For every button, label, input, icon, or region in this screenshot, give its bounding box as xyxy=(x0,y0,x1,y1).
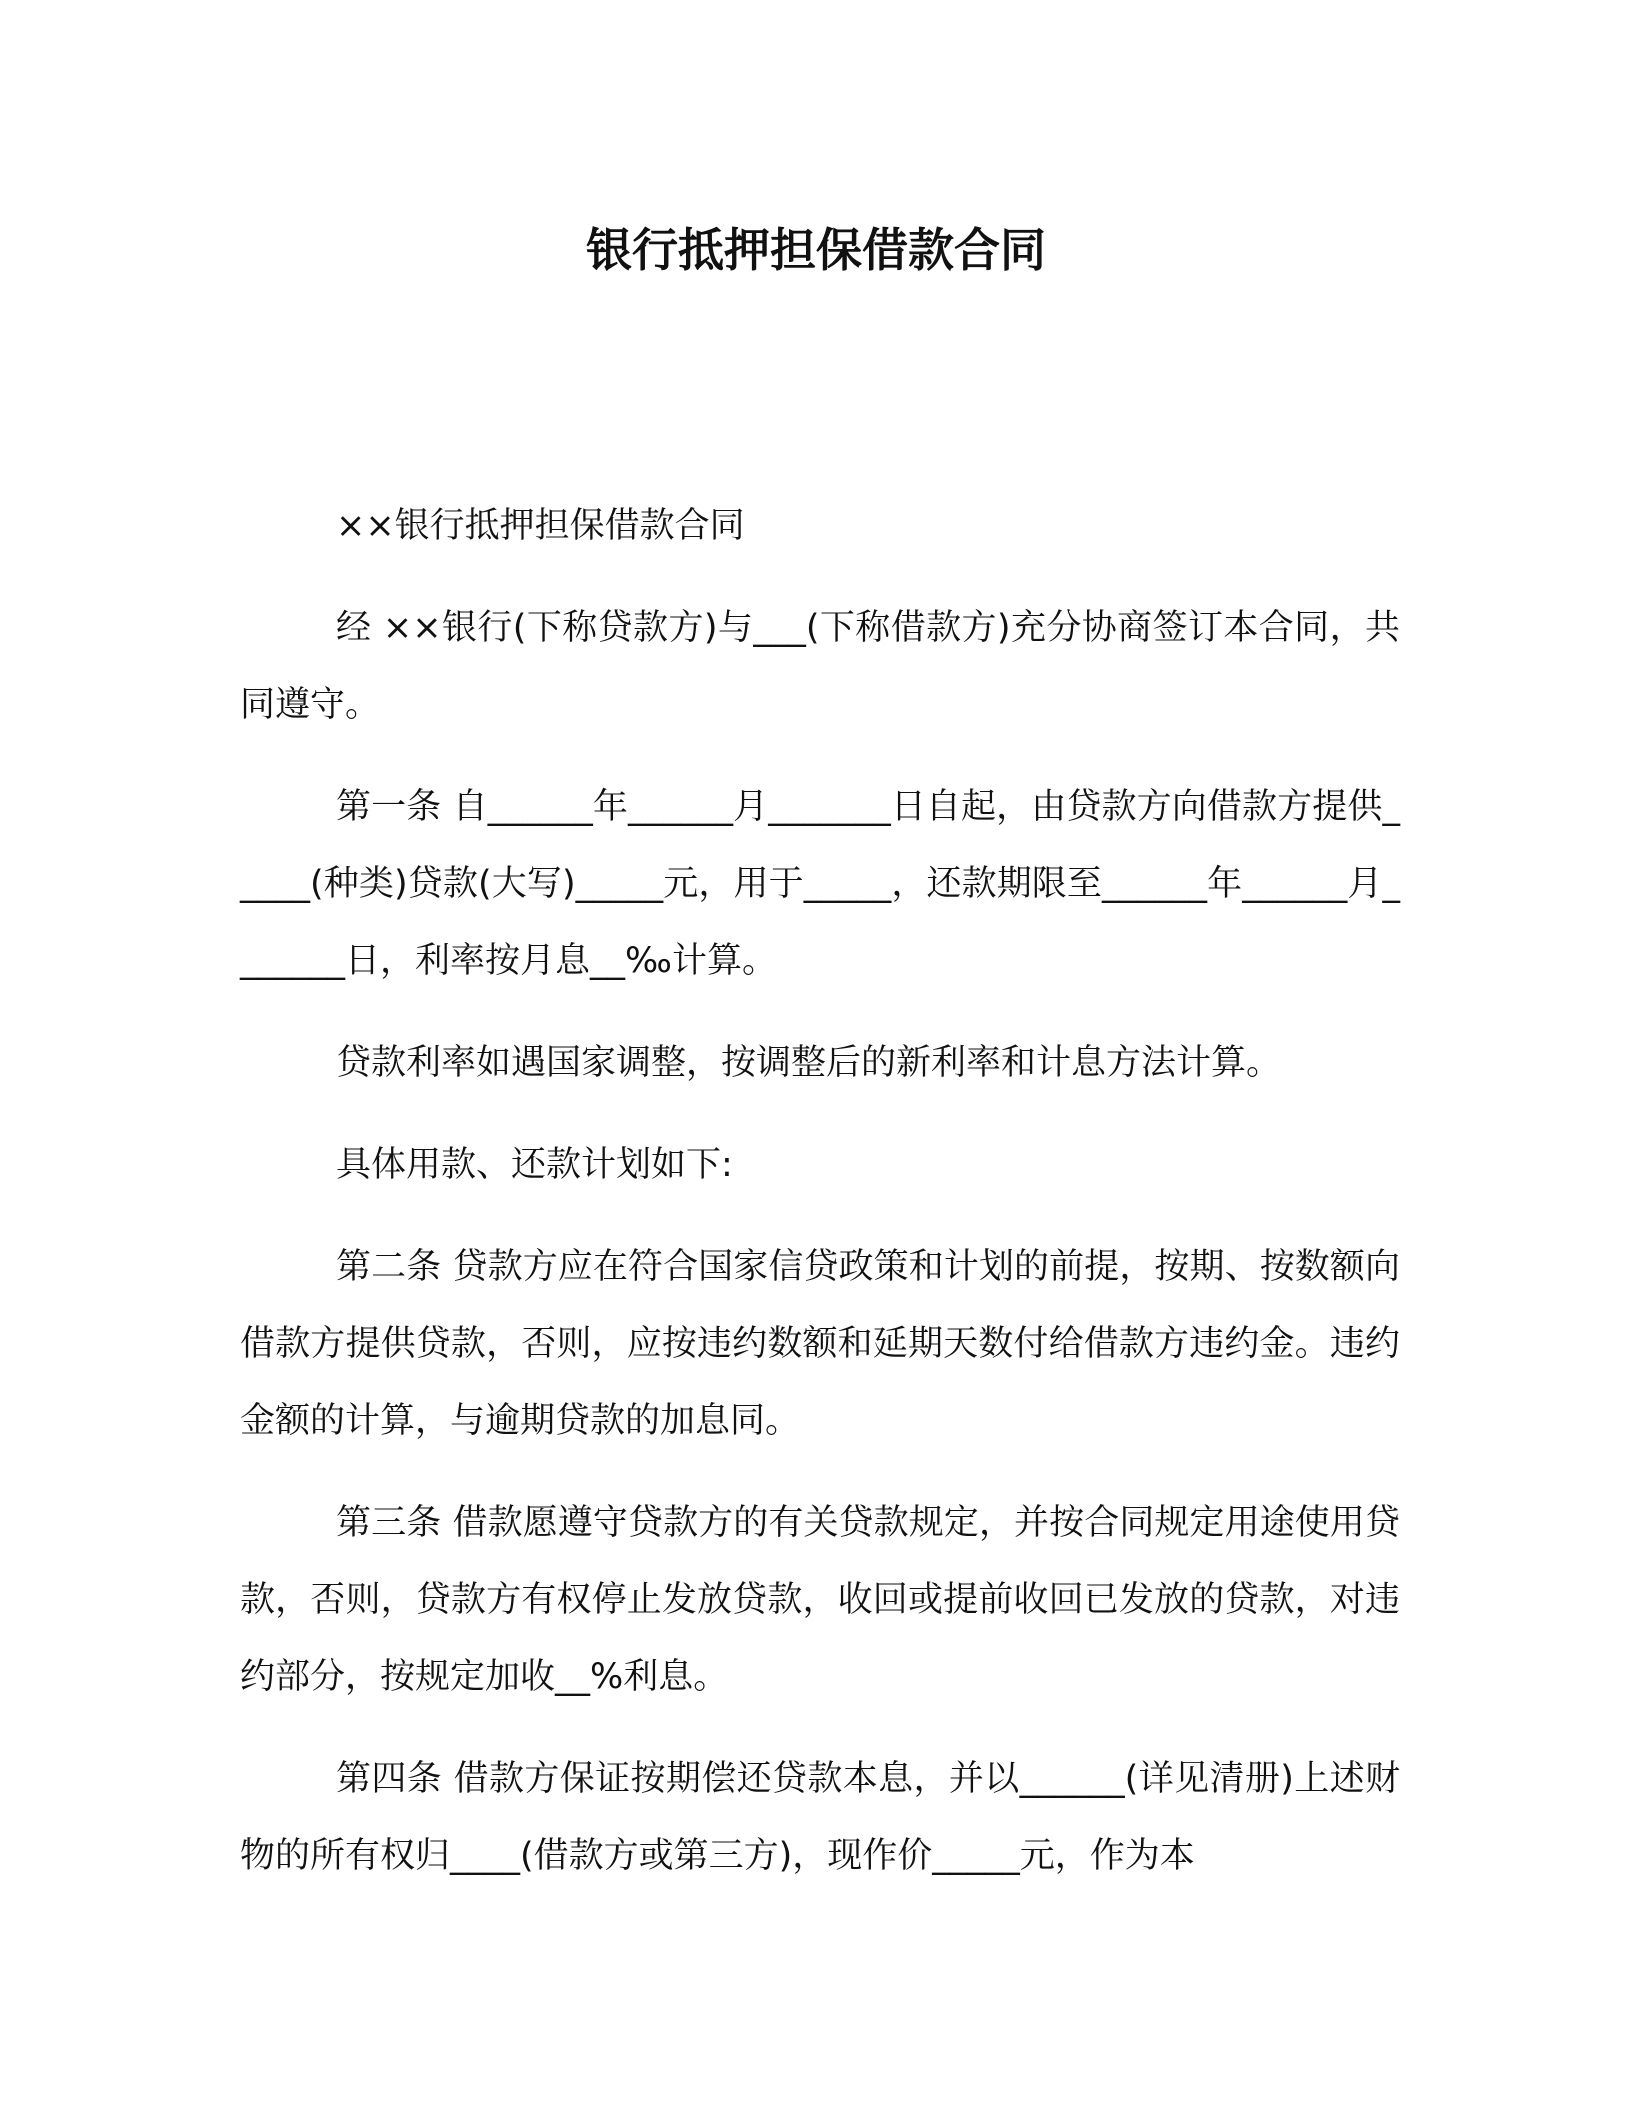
interest-adjustment-paragraph: 贷款利率如遇国家调整，按调整后的新利率和计息方法计算。 xyxy=(336,1043,1282,1083)
repayment-plan-paragraph: 具体用款、还款计划如下: xyxy=(336,1145,733,1185)
preamble-paragraph: 经 ××银行(下称贷款方)与___(下称借款方)充分协商签订本合同，共同遵守。 xyxy=(240,608,1400,725)
document-title: 银行抵押担保借款合同 xyxy=(586,223,1046,277)
document-body xyxy=(240,488,1400,1920)
article-4-paragraph: 第四条 借款方保证按期偿还贷款本息，并以______(详见清册)上述财物的所有权归____(借款方或第三方)，现作价_____元，作为本 xyxy=(240,1759,1400,1876)
article-3-paragraph: 第三条 借款愿遵守贷款方的有关贷款规定，并按合同规定用途使用贷款，否则，贷款方有权停止发放贷款，收回或提前收回已发放的贷款，对违约部分，按规定加收__%利息。 xyxy=(240,1503,1400,1697)
article-2-paragraph: 第二条 贷款方应在符合国家信贷政策和计划的前提，按期、按数额向借款方提供贷款，否则，应按违约数额和延期天数付给借款方违约金。违约金额的计算，与逾期贷款的加息同。 xyxy=(240,1247,1400,1441)
contract-heading-paragraph: ××银行抵押担保借款合同 xyxy=(336,506,745,546)
article-1-paragraph: 第一条 自______年______月_______日自起，由贷款方向借款方提供_____(种类)贷款(大写)_____元，用于_____，还款期限至______年______月_______日，利率按月息__‰计算。 xyxy=(240,787,1400,981)
